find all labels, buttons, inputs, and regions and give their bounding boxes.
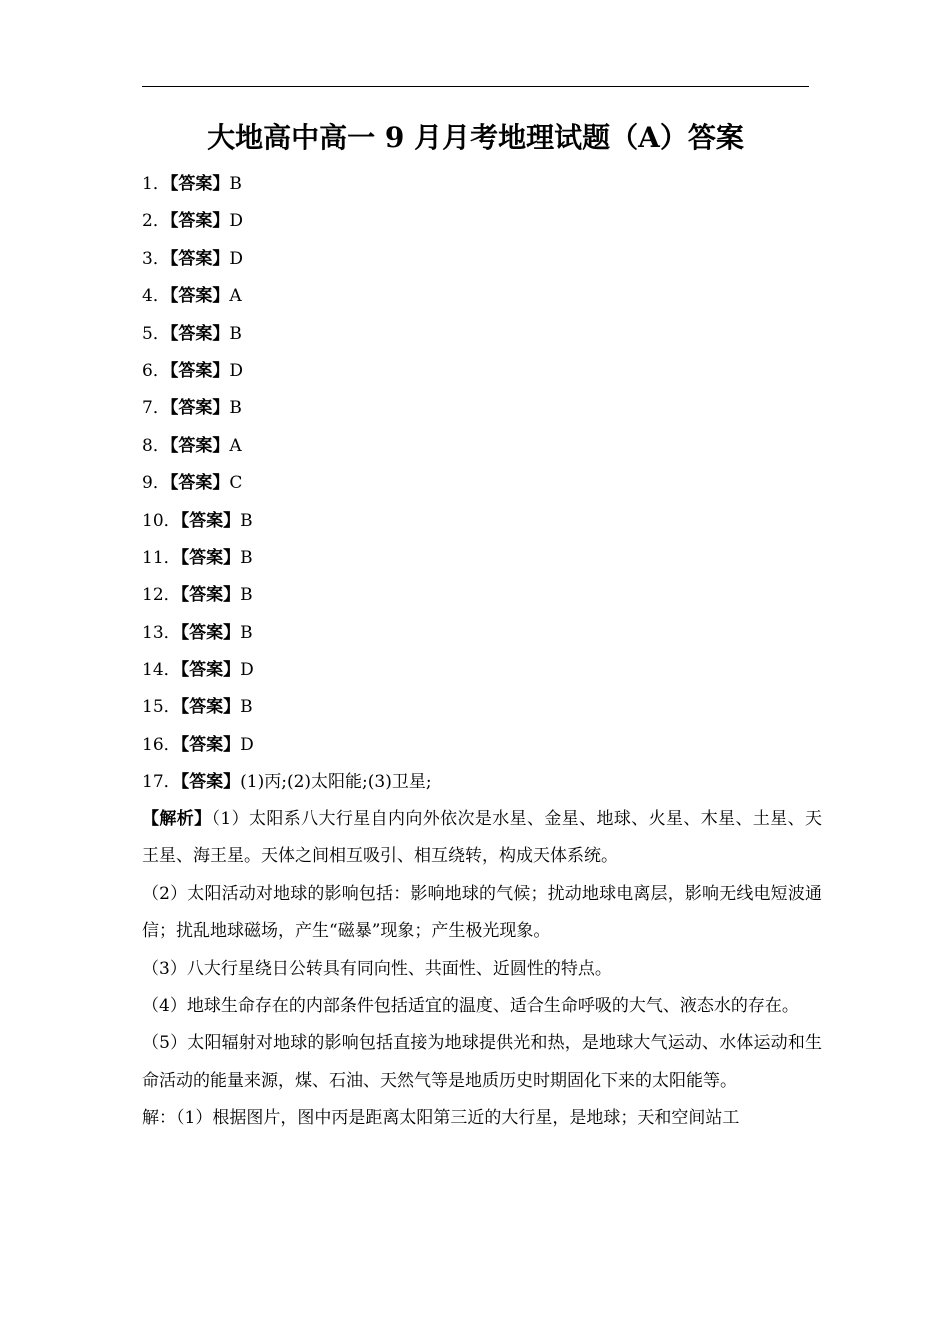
answer-item-6 (142, 353, 822, 390)
answer-list (142, 166, 822, 802)
document-title: 大地高中高一 9 月月考地理试题（A）答案 (207, 121, 744, 154)
answer-tag: 【答案】 (169, 286, 230, 307)
answer-tag: 【答案】 (169, 360, 230, 381)
answer-tag: 【答案】 (169, 174, 230, 194)
answer-number: 7． (142, 398, 170, 419)
answer-number: 16． (142, 734, 181, 755)
answer-tag: 【答案】 (169, 211, 230, 232)
answer-item-10 (142, 503, 822, 540)
answer-item-5 (142, 316, 822, 353)
answer-value: (1)丙;(2)太阳能;(3)卫星; (240, 772, 432, 793)
answer-number: 2． (142, 211, 170, 232)
analysis-text: （1）太阳系八大行星自内向外依次是水星、金星、地球、火星、木星、土星、天王星、海王星。天体之间相互吸引、相互绕转，构成天体系统。 (142, 809, 822, 867)
answer-value: D (229, 211, 243, 232)
answer-tag: 【答案】 (169, 248, 230, 269)
answer-value: D (240, 660, 254, 681)
answer-number: 1． (142, 174, 170, 194)
answer-tag: 【答案】 (180, 772, 241, 793)
analysis-tag: 【解析】 (142, 809, 212, 829)
answer-tag: 【答案】 (180, 622, 241, 643)
analysis-paragraph-4: （4）地球生命存在的内部条件包括适宜的温度、适合生命呼吸的大气、液态水的存在。 (142, 996, 799, 1017)
answer-value: B (229, 174, 242, 194)
answer-number: 9． (142, 473, 170, 494)
answer-number: 13． (142, 622, 181, 643)
answer-tag: 【答案】 (169, 473, 230, 494)
header-rule (142, 86, 809, 87)
answer-item-13 (142, 615, 822, 652)
answer-value: D (240, 734, 254, 755)
answer-value: C (229, 473, 243, 494)
answer-item-16 (142, 727, 822, 764)
answer-tag: 【答案】 (180, 660, 241, 681)
answer-number: 12． (142, 585, 181, 606)
answer-number: 14． (142, 660, 181, 681)
answer-tag: 【答案】 (169, 435, 230, 456)
answer-item-12 (142, 577, 822, 614)
answer-item-1 (142, 166, 822, 203)
answer-value: B (240, 510, 253, 531)
answer-value: B (229, 398, 242, 419)
answer-item-14 (142, 652, 822, 689)
answer-item-3 (142, 241, 822, 278)
answer-value: B (240, 547, 253, 568)
answer-item-15 (142, 689, 822, 726)
answer-tag: 【答案】 (169, 323, 230, 344)
answer-number: 6． (142, 360, 170, 381)
answer-number: 11． (142, 547, 181, 568)
answer-value: B (240, 697, 253, 718)
analysis-paragraph-5: （5）太阳辐射对地球的影响包括直接为地球提供光和热，是地球大气运动、水体运动和生命活动的能量来源，煤、石油、天然气等是地质历史时期固化下来的太阳能等。 (142, 1033, 822, 1091)
answer-item-8 (142, 428, 822, 465)
answer-item-11 (142, 540, 822, 577)
answer-tag: 【答案】 (180, 697, 241, 718)
answer-number: 4． (142, 286, 170, 307)
answer-value: B (240, 585, 253, 606)
answer-number: 8． (142, 435, 170, 456)
answer-value: D (229, 248, 243, 269)
answer-tag: 【答案】 (180, 510, 241, 531)
answer-value: A (229, 435, 242, 456)
answer-tag: 【答案】 (180, 734, 241, 755)
answer-item-4 (142, 278, 822, 315)
solution-paragraph: 解：（1）根据图片，图中丙是距离太阳第三近的大行星，是地球；天和空间站工 (142, 1108, 740, 1129)
analysis-paragraph-3: （3）八大行星绕日公转具有同向性、共面性、近圆性的特点。 (142, 958, 612, 979)
analysis-paragraph-1 (142, 801, 822, 876)
answer-value: B (229, 323, 242, 344)
answer-item-17 (142, 764, 822, 801)
answer-tag: 【答案】 (169, 398, 230, 419)
answer-value: B (240, 622, 253, 643)
answer-item-7 (142, 390, 822, 427)
answer-number: 5． (142, 323, 170, 344)
answer-tag: 【答案】 (180, 547, 241, 568)
analysis-paragraph-2: （2）太阳活动对地球的影响包括：影响地球的气候；扰动地球电离层，影响无线电短波通信；扰乱地球磁场，产生“磁暴”现象；产生极光现象。 (142, 883, 822, 942)
answer-value: D (229, 360, 243, 381)
answer-number: 15． (142, 697, 181, 718)
answer-item-2 (142, 203, 822, 240)
answer-value: A (229, 286, 242, 307)
answer-number: 3． (142, 248, 170, 269)
answer-number: 17． (142, 772, 181, 793)
answer-tag: 【答案】 (180, 585, 241, 606)
answer-item-9 (142, 465, 822, 502)
answer-number: 10． (142, 510, 181, 531)
analysis-section (142, 801, 822, 1138)
